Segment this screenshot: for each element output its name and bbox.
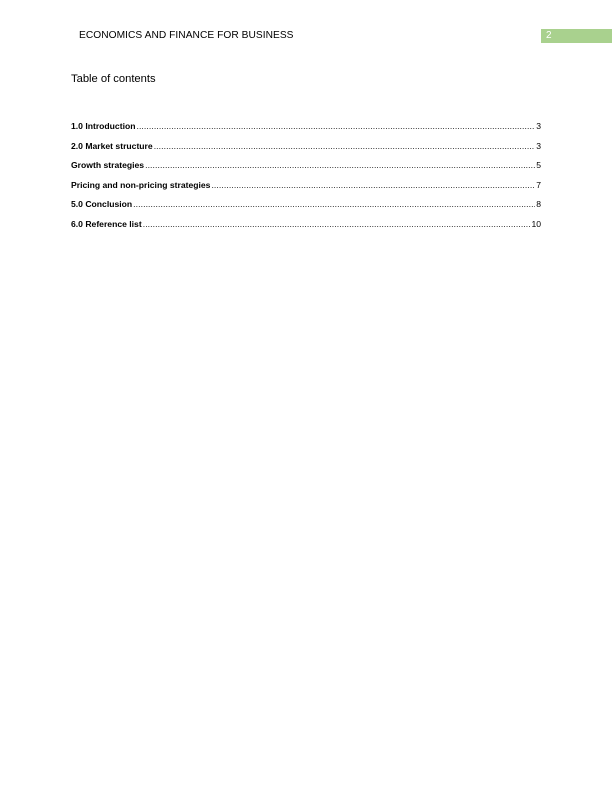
toc-dot-leader <box>145 159 535 171</box>
toc-dot-leader <box>133 198 535 210</box>
toc-dot-leader <box>143 218 531 230</box>
toc-entry-page[interactable]: 7 <box>536 179 541 190</box>
toc-entry[interactable] <box>71 198 541 218</box>
toc-entry[interactable] <box>71 218 541 238</box>
toc-heading: Table of contents <box>71 73 156 85</box>
toc-entry-label[interactable]: 1.0 Introduction <box>71 121 136 131</box>
toc-list <box>71 120 541 237</box>
toc-entry-page[interactable]: 5 <box>536 160 541 170</box>
running-header-title: ECONOMICS AND FINANCE FOR BUSINESS <box>79 30 294 41</box>
toc-entry-label[interactable]: Pricing and non-pricing strategies <box>71 179 211 190</box>
toc-entry-page[interactable]: 10 <box>531 218 541 229</box>
toc-entry-page[interactable]: 8 <box>536 199 541 209</box>
toc-entry-page[interactable]: 3 <box>536 140 541 151</box>
toc-entry-label[interactable]: 2.0 Market structure <box>71 140 153 151</box>
toc-entry[interactable] <box>71 140 541 160</box>
toc-dot-leader <box>211 179 535 191</box>
toc-dot-leader <box>136 120 535 132</box>
toc-entry-label[interactable]: 6.0 Reference list <box>71 218 142 229</box>
toc-dot-leader <box>154 140 536 152</box>
toc-entry[interactable] <box>71 179 541 199</box>
toc-entry-label[interactable]: Growth strategies <box>71 160 145 170</box>
toc-entry[interactable] <box>71 120 541 140</box>
page-number-badge <box>541 29 612 43</box>
toc-entry[interactable] <box>71 159 541 179</box>
page-number: 2 <box>546 30 552 41</box>
toc-entry-label[interactable]: 5.0 Conclusion <box>71 199 133 209</box>
toc-entry-page[interactable]: 3 <box>536 121 541 131</box>
